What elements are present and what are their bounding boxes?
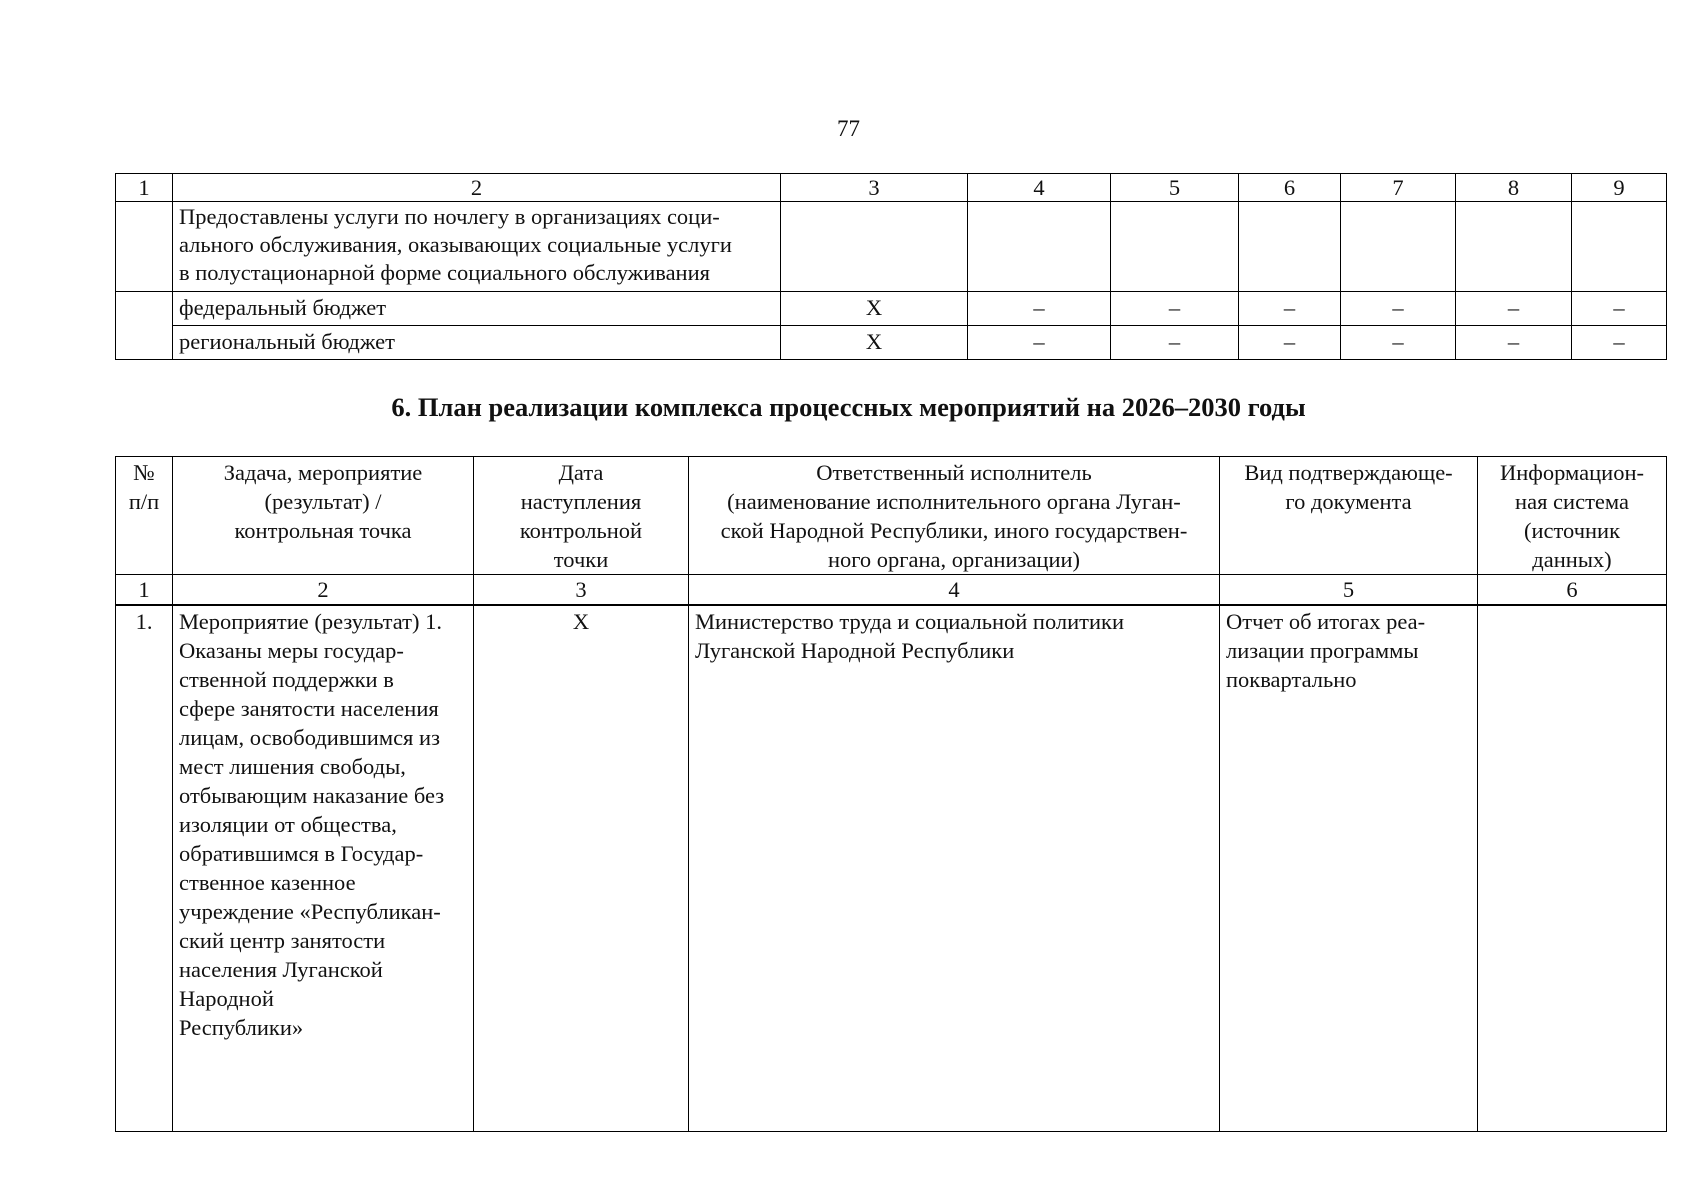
header-line: (источник xyxy=(1523,518,1621,543)
table-row xyxy=(116,605,1667,1132)
page-number: 77 xyxy=(837,116,860,141)
budget-value-cell: X xyxy=(781,292,968,326)
budget-empty-cell xyxy=(1456,202,1572,292)
task-line: ственное казенное xyxy=(179,870,356,895)
budget-description-row xyxy=(116,202,1667,292)
header-line: ная система xyxy=(1515,489,1629,514)
header-date xyxy=(474,457,689,575)
budget-value-cell: – xyxy=(968,292,1111,326)
date-cell: X xyxy=(474,605,689,1132)
header-line: № xyxy=(133,460,155,485)
task-line: Оказаны меры государ- xyxy=(179,638,404,663)
budget-value-cell: – xyxy=(1341,326,1456,360)
budget-empty-cell xyxy=(116,292,173,360)
column-number: 6 xyxy=(1478,575,1667,606)
budget-header-cell: 8 xyxy=(1456,174,1572,202)
budget-value-cell: – xyxy=(1111,326,1239,360)
column-number: 3 xyxy=(474,575,689,606)
task-line: Республики» xyxy=(179,1015,304,1040)
budget-value-cell: – xyxy=(1111,292,1239,326)
task-line: изоляции от общества, xyxy=(179,812,397,837)
budget-empty-cell xyxy=(781,202,968,292)
service-description-line: ального обслуживания, оказывающих социальные услуги xyxy=(179,232,732,257)
header-line: Вид подтверждающе- xyxy=(1244,460,1453,485)
budget-header-cell: 5 xyxy=(1111,174,1239,202)
header-executor xyxy=(689,457,1220,575)
column-number: 1 xyxy=(116,575,173,606)
executor-line: Луганской Народной Республики xyxy=(695,638,1015,663)
budget-value-cell: – xyxy=(1572,326,1667,360)
budget-header-cell: 2 xyxy=(173,174,781,202)
budget-value-cell: – xyxy=(1456,326,1572,360)
budget-empty-cell xyxy=(1341,202,1456,292)
budget-header-cell: 4 xyxy=(968,174,1111,202)
header-line: Информацион- xyxy=(1500,460,1644,485)
column-number: 4 xyxy=(689,575,1220,606)
header-line: контрольной xyxy=(519,518,643,543)
header-line: данных) xyxy=(1532,547,1612,572)
document-line: лизации программы xyxy=(1226,638,1419,663)
header-document xyxy=(1220,457,1478,575)
budget-row-label: федеральный бюджет xyxy=(173,292,781,326)
header-line: ного органа, организации) xyxy=(827,547,1081,572)
row-number: 1. xyxy=(116,605,173,1132)
budget-header-cell: 9 xyxy=(1572,174,1667,202)
budget-value-cell: – xyxy=(1341,292,1456,326)
header-line: п/п xyxy=(128,489,160,514)
info-system-cell xyxy=(1478,605,1667,1132)
budget-row-federal xyxy=(116,292,1667,326)
budget-empty-cell xyxy=(1239,202,1341,292)
budget-table-header-row xyxy=(116,174,1667,202)
plan-table-header-row xyxy=(116,457,1667,575)
plan-table-column-numbers-row xyxy=(116,575,1667,606)
budget-value-cell: X xyxy=(781,326,968,360)
task-line: ский центр занятости xyxy=(179,928,386,953)
document-line: Отчет об итогах реа- xyxy=(1226,609,1426,634)
column-number: 2 xyxy=(173,575,474,606)
budget-row-label: региональный бюджет xyxy=(173,326,781,360)
header-line: ской Народной Республики, иного государствен- xyxy=(720,518,1188,543)
budget-header-cell: 1 xyxy=(116,174,173,202)
section-title: 6. План реализации комплекса процессных мероприятий на 2026–2030 годы xyxy=(391,392,1306,422)
header-line: (наименование исполнительного органа Луган- xyxy=(727,489,1181,514)
task-line: Мероприятие (результат) 1. xyxy=(179,609,443,634)
budget-empty-cell xyxy=(968,202,1111,292)
task-cell xyxy=(173,605,474,1132)
budget-header-cell: 6 xyxy=(1239,174,1341,202)
task-line: сфере занятости населения xyxy=(179,696,439,721)
plan-table xyxy=(115,456,1667,1132)
task-line: обратившимся в Государ- xyxy=(179,841,424,866)
service-description-line: Предоставлены услуги по ночлегу в организациях соци- xyxy=(179,204,720,229)
executor-cell xyxy=(689,605,1220,1132)
document-cell xyxy=(1220,605,1478,1132)
task-line: лицам, освободившимся из xyxy=(179,725,440,750)
budget-row-regional xyxy=(116,326,1667,360)
column-number: 5 xyxy=(1220,575,1478,606)
budget-empty-cell xyxy=(116,202,173,292)
header-line: контрольная точка xyxy=(234,518,412,543)
budget-value-cell: – xyxy=(1239,292,1341,326)
budget-empty-cell xyxy=(1572,202,1667,292)
header-line: го документа xyxy=(1285,489,1412,514)
budget-value-cell: – xyxy=(968,326,1111,360)
task-line: мест лишения свободы, xyxy=(179,754,406,779)
header-line: наступления xyxy=(520,489,642,514)
task-line: Народной xyxy=(179,986,274,1011)
task-line: ственной поддержки в xyxy=(179,667,394,692)
header-task xyxy=(173,457,474,575)
header-line: точки xyxy=(553,547,609,572)
header-line: Ответственный исполнитель xyxy=(816,460,1092,485)
task-line: отбывающим наказание без xyxy=(179,783,445,808)
header-line: (результат) / xyxy=(264,489,382,514)
header-line: Дата xyxy=(558,460,604,485)
budget-value-cell: – xyxy=(1239,326,1341,360)
budget-value-cell: – xyxy=(1456,292,1572,326)
budget-empty-cell xyxy=(1111,202,1239,292)
budget-table xyxy=(115,173,1667,360)
executor-line: Министерство труда и социальной политики xyxy=(695,609,1125,634)
budget-header-cell: 3 xyxy=(781,174,968,202)
service-description xyxy=(173,202,781,292)
document-line: поквартально xyxy=(1226,667,1357,692)
header-info-system xyxy=(1478,457,1667,575)
service-description-line: в полустационарной форме социального обслуживания xyxy=(179,260,710,285)
budget-header-cell: 7 xyxy=(1341,174,1456,202)
task-line: населения Луганской xyxy=(179,957,383,982)
header-number xyxy=(116,457,173,575)
task-line: учреждение «Республикан- xyxy=(179,899,441,924)
header-line: Задача, мероприятие xyxy=(223,460,423,485)
budget-value-cell: – xyxy=(1572,292,1667,326)
